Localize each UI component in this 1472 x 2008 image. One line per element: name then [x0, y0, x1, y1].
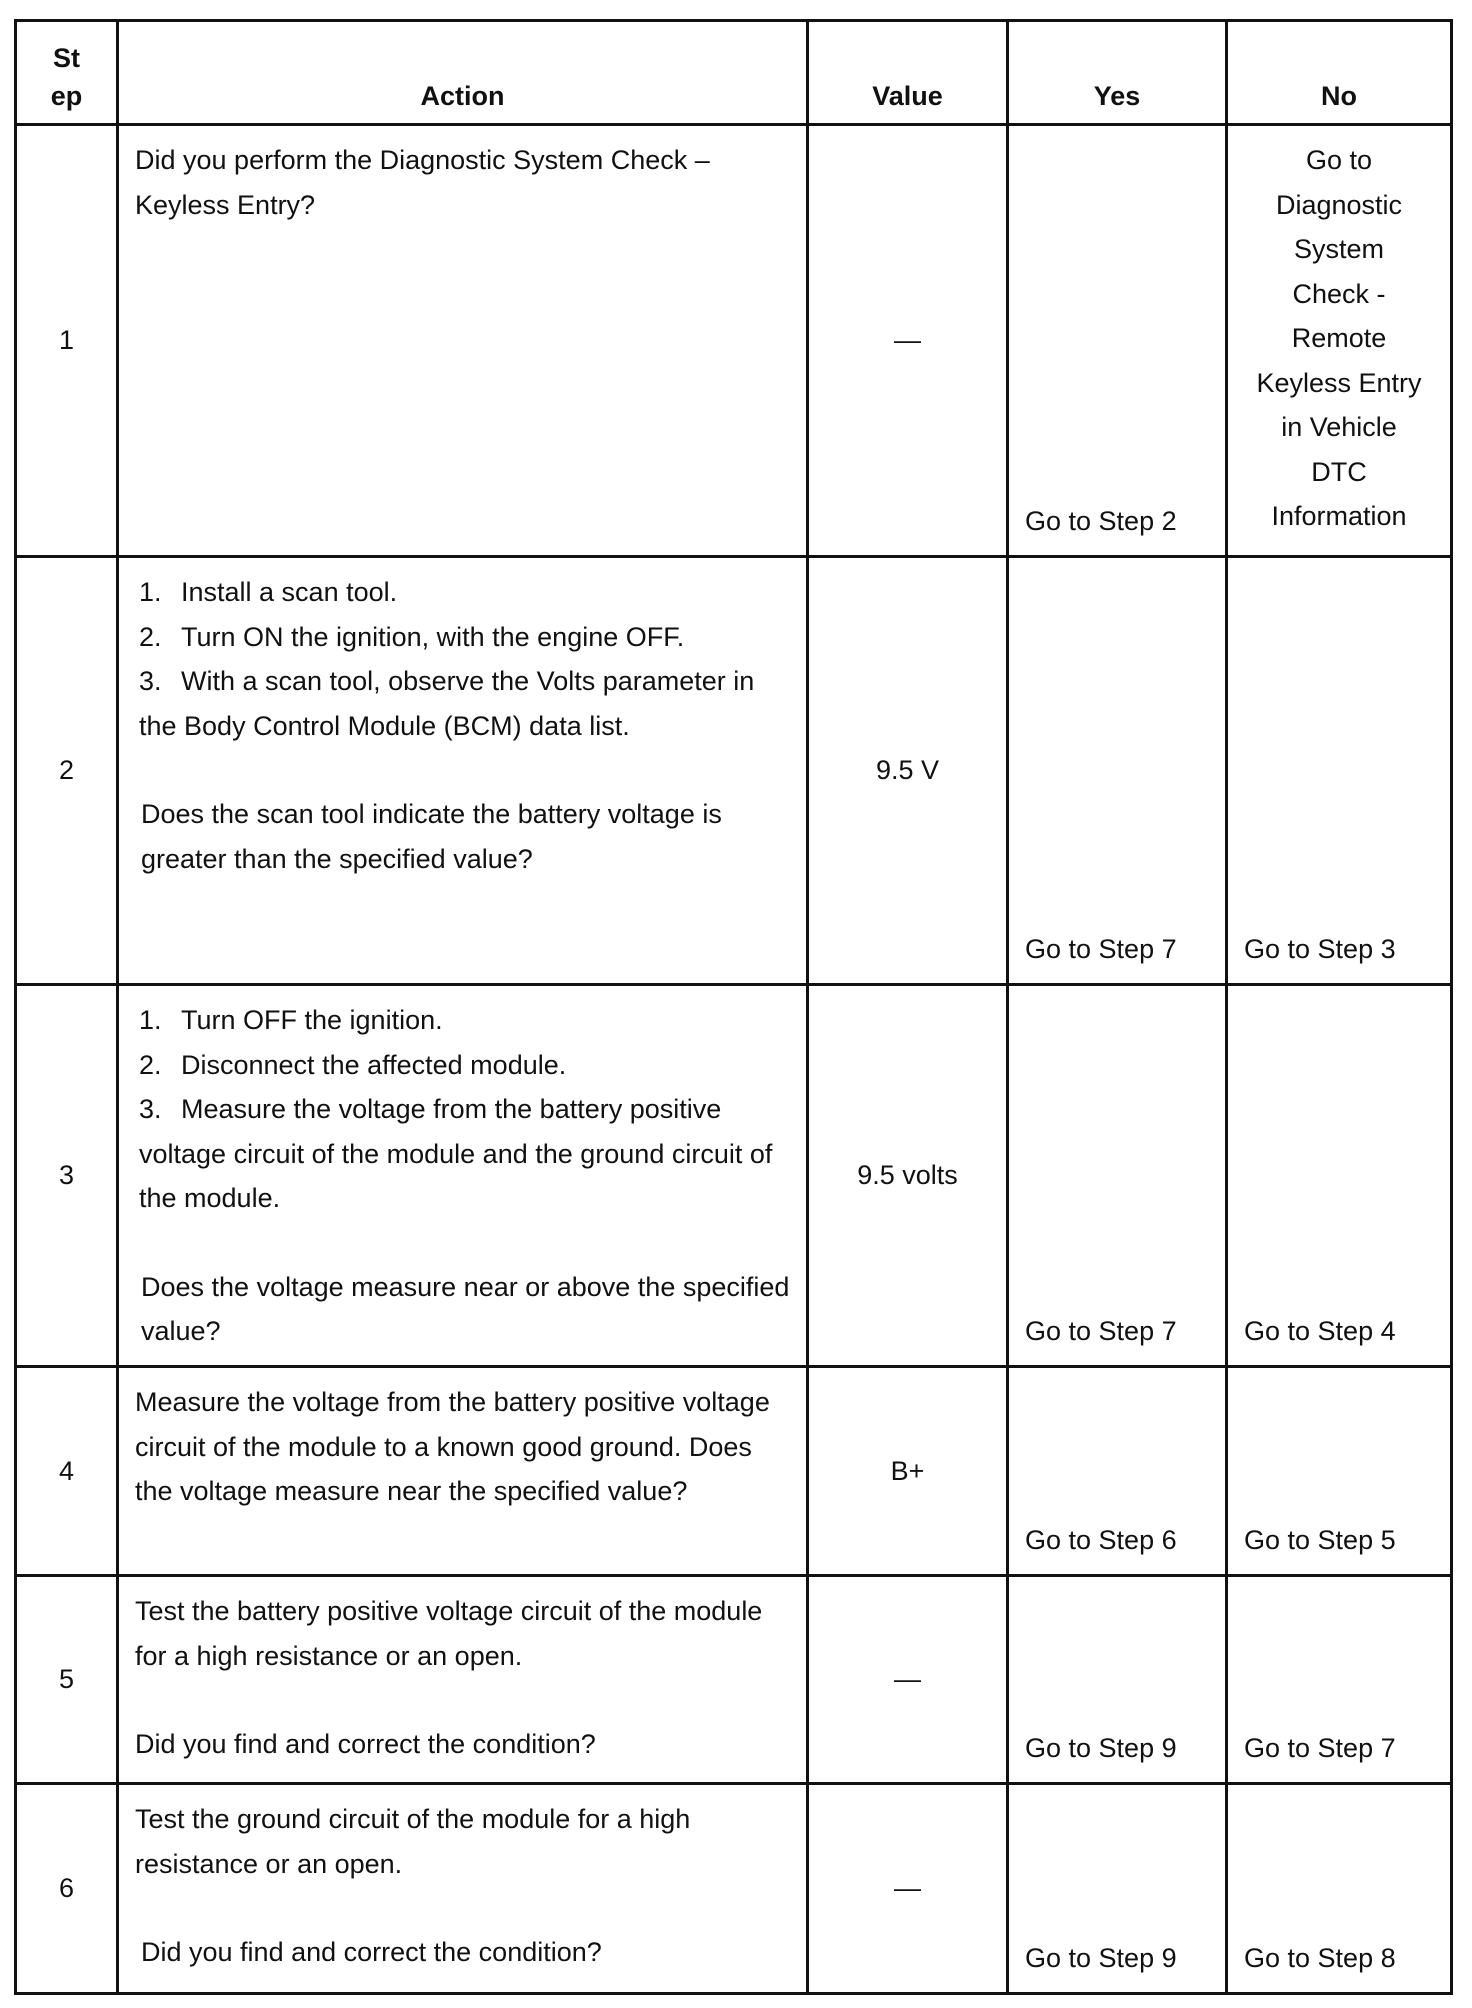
no-link[interactable]: Go to Step 3	[1227, 557, 1452, 985]
step-number: 2	[16, 557, 118, 985]
step-number: 5	[16, 1576, 118, 1784]
yes-link[interactable]: Go to Step 7	[1008, 557, 1227, 985]
list-item: 2. Turn ON the ignition, with the engine OFF.	[139, 621, 685, 652]
action-text: Test the ground circuit of the module for a high resistance or an open. Did you find and correct the condition?	[118, 1784, 808, 1994]
no-link[interactable]: Go to Step 5	[1227, 1367, 1452, 1576]
no-link[interactable]: Go to Step 4	[1227, 985, 1452, 1367]
question-text: Does the voltage measure near or above the specified value?	[141, 1271, 790, 1346]
question-text: Did you find and correct the condition?	[135, 1729, 596, 1759]
table-row	[16, 1784, 1452, 1994]
list-item: 1. Install a scan tool.	[139, 577, 398, 607]
header-row	[16, 21, 1452, 125]
header-value: Value	[808, 21, 1008, 125]
action-text	[118, 985, 808, 1367]
no-link[interactable]: Go to Step 7	[1227, 1576, 1452, 1784]
yes-link[interactable]: Go to Step 2	[1008, 125, 1227, 557]
action-text	[118, 557, 808, 985]
value-cell: —	[808, 125, 1008, 557]
list-item: 3. Measure the voltage from the battery positive voltage circuit of the module and the ground circuit of the module.	[139, 1094, 773, 1213]
step-number: 6	[16, 1784, 118, 1994]
action-text: Did you perform the Diagnostic System Check – Keyless Entry?	[118, 125, 808, 557]
yes-link[interactable]: Go to Step 6	[1008, 1367, 1227, 1576]
table-row	[16, 557, 1452, 985]
no-link[interactable]: Go to Diagnostic System Check - Remote Keyless Entry in Vehicle DTC Information	[1227, 125, 1452, 557]
value-cell: 9.5 V	[808, 557, 1008, 985]
yes-link[interactable]: Go to Step 9	[1008, 1576, 1227, 1784]
list-item: 2. Disconnect the affected module.	[139, 1049, 567, 1080]
action-text: Test the battery positive voltage circuit of the module for a high resistance or an open. Did you find and correct the condition?	[118, 1576, 808, 1784]
table-row	[16, 985, 1452, 1367]
yes-link[interactable]: Go to Step 9	[1008, 1784, 1227, 1994]
yes-link[interactable]: Go to Step 7	[1008, 985, 1227, 1367]
step-number: 4	[16, 1367, 118, 1576]
table-row	[16, 125, 1452, 557]
table-row	[16, 1367, 1452, 1576]
step-number: 3	[16, 985, 118, 1367]
value-cell: 9.5 volts	[808, 985, 1008, 1367]
header-yes: Yes	[1008, 21, 1227, 125]
question-text: Did you find and correct the condition?	[141, 1937, 602, 1967]
header-no: No	[1227, 21, 1452, 125]
question-text: Does the scan tool indicate the battery voltage is greater than the specified value?	[141, 799, 722, 874]
no-link[interactable]: Go to Step 8	[1227, 1784, 1452, 1994]
value-cell: —	[808, 1576, 1008, 1784]
table-row	[16, 1576, 1452, 1784]
header-action: Action	[118, 21, 808, 125]
value-cell: B+	[808, 1367, 1008, 1576]
value-cell: —	[808, 1784, 1008, 1994]
diagnostic-table	[14, 19, 1453, 1995]
step-number: 1	[16, 125, 118, 557]
action-text: Measure the voltage from the battery positive voltage circuit of the module to a known good ground. Does the voltage measure near the specified value?	[118, 1367, 808, 1576]
header-step: St ep	[16, 21, 118, 125]
list-item: 1. Turn OFF the ignition.	[139, 1005, 443, 1035]
list-item: 3. With a scan tool, observe the Volts parameter in the Body Control Module (BCM) data list.	[139, 666, 755, 741]
